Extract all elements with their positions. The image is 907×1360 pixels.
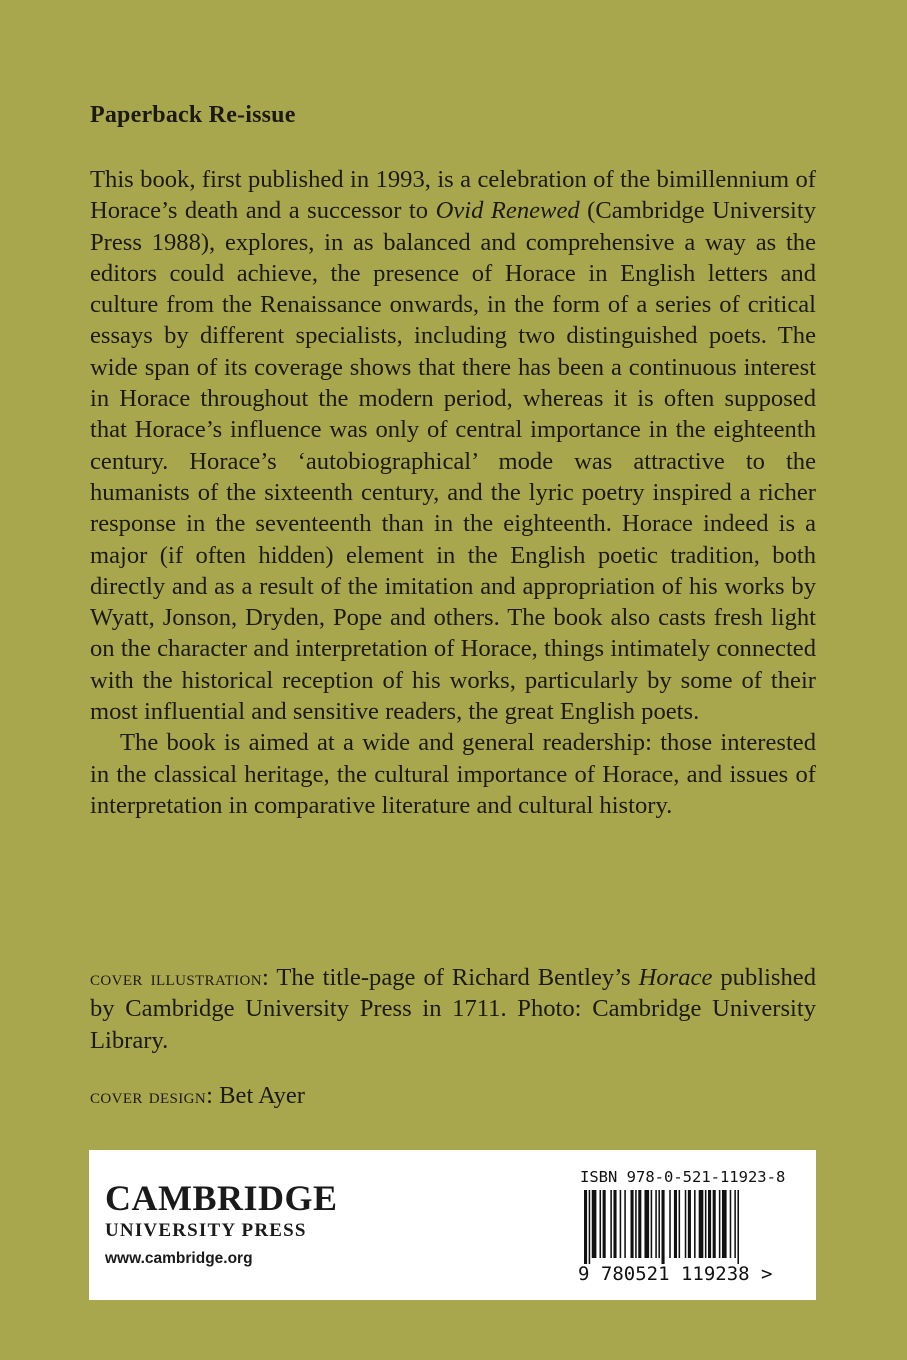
illustration-text-b: published by Cambridge University Press in 1711. Photo: Cambridge University Library. xyxy=(90,964,816,1054)
blurb-text-1a: This book, first published in 1993, is a celebration of the bimillennium of Horace’s death and a successor to xyxy=(90,166,816,225)
barcode-bar xyxy=(655,1190,657,1258)
barcode-bar xyxy=(699,1190,704,1258)
publisher-name: CAMBRIDGE xyxy=(105,1178,338,1218)
barcode-bar xyxy=(734,1190,736,1258)
isbn-text: ISBN 978-0-521-11923-8 xyxy=(580,1168,786,1186)
cambridge-logo xyxy=(105,1180,338,1268)
cover-design-credit xyxy=(90,1080,816,1111)
barcode-bar xyxy=(679,1190,681,1258)
blurb-paragraph-1 xyxy=(90,164,816,727)
barcode-bar xyxy=(651,1190,653,1258)
barcode-bar xyxy=(737,1190,739,1264)
barcode-bar xyxy=(584,1190,587,1264)
cover-illustration-label: cover illustration xyxy=(90,965,263,990)
barcode-bar xyxy=(635,1190,637,1258)
cover-design-value: : Bet Ayer xyxy=(206,1082,305,1109)
barcode-digits: 9 780521 119238 > xyxy=(578,1263,773,1285)
horace-title: Horace xyxy=(638,964,713,991)
publisher-panel xyxy=(89,1150,816,1300)
reissue-heading: Paperback Re-issue xyxy=(90,102,296,128)
barcode-bar xyxy=(624,1190,626,1258)
barcode-bar xyxy=(713,1190,716,1258)
barcode-bar xyxy=(658,1190,660,1258)
barcode-bar xyxy=(644,1190,649,1258)
blurb xyxy=(90,164,816,821)
barcode-bar xyxy=(589,1190,591,1264)
publisher-press: UNIVERSITY PRESS xyxy=(105,1220,307,1241)
barcode-bar xyxy=(620,1190,622,1258)
barcode-bar xyxy=(722,1190,727,1258)
cover-design-label: cover design xyxy=(90,1083,207,1108)
barcode-bar xyxy=(705,1190,707,1258)
barcode-icon xyxy=(578,1190,788,1268)
blurb-paragraph-2: The book is aimed at a wide and general readership: those interested in the classical heritage, the cultural importance of Horace, and issues of interpretation in comparative literature and cultural history. xyxy=(90,729,816,819)
publisher-url: www.cambridge.org xyxy=(105,1250,253,1267)
barcode-bar xyxy=(688,1190,691,1258)
barcode-bar xyxy=(610,1190,612,1258)
barcode-bar xyxy=(662,1190,665,1264)
barcode-bar xyxy=(631,1190,634,1258)
illustration-text-a: : The title-page of Richard Bentley’s xyxy=(262,964,639,991)
barcode-bar xyxy=(669,1190,671,1258)
barcode-bar xyxy=(708,1190,711,1258)
barcode-bar xyxy=(613,1190,616,1258)
blurb-text-1b: (Cambridge University Press 1988), explores, in as balanced and comprehensive a way as the editors could achieve, the presence of Horace in English letters and culture from the Renaissance onwards, in the form of a series of critical essays by different specialists, including two distinguished poets. The wide span of its coverage shows that there has been a continuous interest in Horace throughout the modern period, whereas it is often supposed that Horace’s influence was only of central importance in the eighteenth century. Horace’s ‘autobiographical’ mode was attractive to the humanists of the sixteenth century, and the lyric poetry inspired a richer response in the seventeenth than in the eighteenth. Horace indeed is a major (if often hidden) element in the English poetic tradition, both directly and as a result of the imitation and appropriation of his works by Wyatt, Jonson, Dryden, Pope and others. The book also casts fresh light on the character and interpretation of Horace, things intimately connected with the historical reception of his works, particularly by some of their most influential and sensitive readers, the great English poets. xyxy=(90,197,816,726)
barcode-bar xyxy=(638,1190,641,1258)
barcode-bar xyxy=(592,1190,597,1258)
barcode-bar xyxy=(674,1190,677,1258)
barcode-bar xyxy=(685,1190,687,1258)
barcode-bar xyxy=(719,1190,721,1258)
barcode-bar xyxy=(600,1190,602,1258)
ovid-renewed-title: Ovid Renewed xyxy=(435,197,580,225)
barcode-bar xyxy=(603,1190,606,1258)
barcode-block xyxy=(578,1168,788,1286)
barcode-bar xyxy=(694,1190,696,1258)
barcode-bar xyxy=(730,1190,732,1258)
cover-illustration-credit xyxy=(90,962,816,1056)
